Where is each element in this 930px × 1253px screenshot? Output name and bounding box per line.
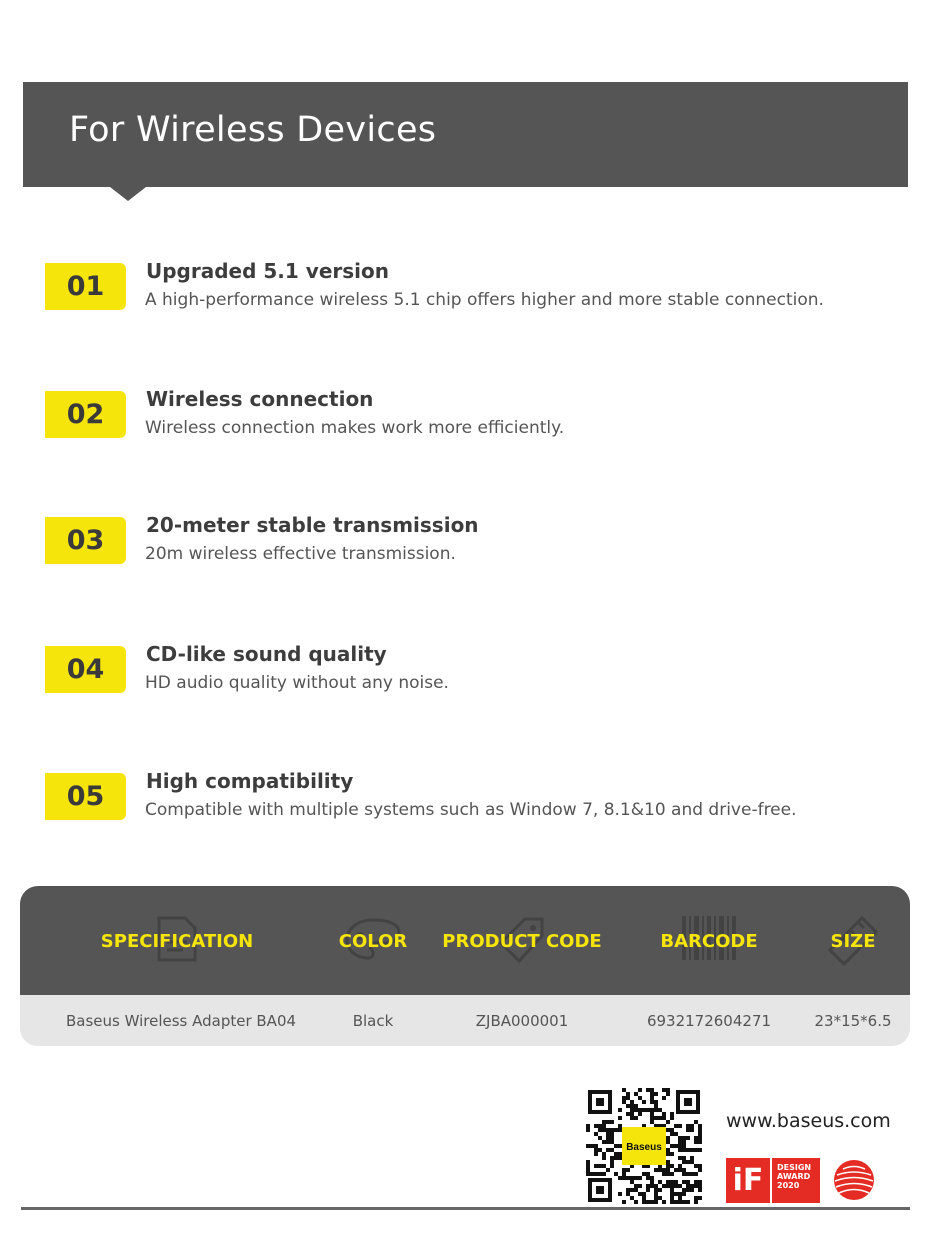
feature-title: 20-meter stable transmission bbox=[146, 513, 479, 537]
spec-header-color: COLOR bbox=[338, 931, 408, 952]
spec-table bbox=[20, 886, 910, 1046]
qr-module bbox=[586, 1144, 590, 1148]
qr-module bbox=[646, 1184, 650, 1188]
qr-module bbox=[654, 1184, 658, 1188]
qr-module bbox=[674, 1168, 678, 1172]
qr-module bbox=[618, 1108, 622, 1112]
spec-header-product-code: PRODUCT CODE bbox=[442, 931, 602, 952]
qr-module bbox=[618, 1176, 622, 1180]
qr-module bbox=[694, 1184, 698, 1188]
qr-module bbox=[682, 1148, 686, 1152]
qr-module bbox=[614, 1172, 618, 1176]
qr-module bbox=[670, 1196, 674, 1200]
qr-module bbox=[594, 1144, 598, 1148]
header-banner bbox=[23, 82, 908, 187]
qr-module bbox=[670, 1180, 674, 1184]
qr-module bbox=[694, 1196, 698, 1200]
qr-module bbox=[682, 1200, 686, 1204]
qr-module bbox=[610, 1164, 614, 1168]
spec-value-barcode: 6932172604271 bbox=[646, 1012, 772, 1030]
qr-module bbox=[646, 1176, 650, 1180]
feature-title: High compatibility bbox=[146, 769, 354, 793]
qr-module bbox=[654, 1168, 658, 1172]
qr-module bbox=[610, 1160, 614, 1164]
qr-module bbox=[666, 1164, 670, 1168]
qr-module bbox=[670, 1116, 674, 1120]
feature-description: HD audio quality without any noise. bbox=[145, 673, 449, 693]
qr-module bbox=[594, 1152, 598, 1156]
qr-module bbox=[634, 1184, 638, 1188]
qr-module bbox=[630, 1180, 634, 1184]
qr-module bbox=[662, 1172, 666, 1176]
feature-description: A high-performance wireless 5.1 chip offers higher and more stable connection. bbox=[145, 290, 824, 310]
qr-module bbox=[618, 1156, 622, 1160]
qr-module bbox=[634, 1116, 638, 1120]
qr-module bbox=[642, 1100, 646, 1104]
qr-module bbox=[658, 1116, 662, 1120]
qr-module bbox=[618, 1116, 622, 1120]
qr-module bbox=[686, 1160, 690, 1164]
feature-title: CD-like sound quality bbox=[146, 642, 387, 666]
qr-module bbox=[586, 1128, 590, 1132]
header-notch bbox=[110, 187, 146, 201]
qr-module bbox=[602, 1156, 606, 1160]
qr-module bbox=[622, 1096, 626, 1100]
qr-module bbox=[662, 1088, 666, 1092]
qr-module bbox=[602, 1128, 606, 1132]
spec-value-product-code: ZJBA000001 bbox=[475, 1012, 569, 1030]
feature-description: 20m wireless effective transmission. bbox=[145, 544, 456, 564]
qr-module bbox=[650, 1116, 654, 1120]
feature-number-badge: 01 bbox=[45, 263, 126, 310]
qr-module bbox=[686, 1136, 690, 1140]
qr-module bbox=[686, 1188, 690, 1192]
qr-module bbox=[694, 1180, 698, 1184]
qr-module bbox=[678, 1164, 682, 1168]
qr-module bbox=[670, 1172, 674, 1176]
qr-module bbox=[634, 1108, 638, 1112]
feature-number-badge: 04 bbox=[45, 646, 126, 693]
qr-module bbox=[678, 1148, 682, 1152]
qr-module bbox=[650, 1184, 654, 1188]
qr-module bbox=[638, 1096, 642, 1100]
qr-module bbox=[622, 1200, 626, 1204]
qr-module bbox=[654, 1188, 658, 1192]
qr-module bbox=[634, 1200, 638, 1204]
qr-module bbox=[666, 1184, 670, 1188]
feature-title: Upgraded 5.1 version bbox=[146, 259, 389, 283]
qr-module bbox=[678, 1196, 682, 1200]
qr-module bbox=[650, 1108, 654, 1112]
qr-module bbox=[686, 1124, 690, 1128]
qr-module bbox=[662, 1184, 666, 1188]
page-title: For Wireless Devices bbox=[69, 110, 437, 150]
qr-module bbox=[666, 1136, 670, 1140]
qr-module bbox=[626, 1188, 630, 1192]
qr-module bbox=[598, 1148, 602, 1152]
qr-module bbox=[602, 1124, 606, 1128]
qr-module bbox=[698, 1196, 702, 1200]
qr-module bbox=[606, 1120, 610, 1124]
qr-module bbox=[654, 1092, 658, 1096]
qr-module bbox=[622, 1176, 626, 1180]
qr-module bbox=[638, 1176, 642, 1180]
qr-module bbox=[618, 1192, 622, 1196]
qr-module bbox=[630, 1104, 634, 1108]
spec-value-specification: Baseus Wireless Adapter BA04 bbox=[65, 1012, 297, 1030]
feature-item bbox=[45, 506, 905, 566]
qr-module bbox=[614, 1156, 618, 1160]
qr-module bbox=[650, 1120, 654, 1124]
if-design-award-logo bbox=[726, 1158, 820, 1203]
award-text: DESIGN AWARD 2020 bbox=[777, 1163, 812, 1190]
qr-module bbox=[642, 1196, 646, 1200]
qr-module bbox=[686, 1200, 690, 1204]
feature-number-badge: 03 bbox=[45, 517, 126, 564]
qr-module bbox=[586, 1164, 590, 1168]
qr-module bbox=[634, 1188, 638, 1192]
qr-module bbox=[638, 1108, 642, 1112]
qr-module bbox=[670, 1144, 674, 1148]
qr-module bbox=[618, 1128, 622, 1132]
qr-module bbox=[614, 1144, 618, 1148]
qr-module bbox=[686, 1172, 690, 1176]
qr-module bbox=[690, 1128, 694, 1132]
if-logo-mark: iF bbox=[726, 1158, 772, 1203]
qr-module bbox=[666, 1092, 670, 1096]
qr-module bbox=[678, 1124, 682, 1128]
qr-module bbox=[602, 1120, 606, 1124]
qr-module bbox=[674, 1132, 678, 1136]
qr-module bbox=[682, 1160, 686, 1164]
qr-module bbox=[638, 1184, 642, 1188]
qr-module bbox=[674, 1184, 678, 1188]
qr-module bbox=[606, 1140, 610, 1144]
qr-module bbox=[618, 1124, 622, 1128]
qr-module bbox=[686, 1148, 690, 1152]
qr-module bbox=[682, 1136, 686, 1140]
spec-table-row bbox=[20, 995, 910, 1046]
qr-module bbox=[610, 1156, 614, 1160]
qr-module bbox=[650, 1100, 654, 1104]
qr-module bbox=[598, 1136, 602, 1140]
qr-module bbox=[662, 1096, 666, 1100]
qr-module bbox=[630, 1112, 634, 1116]
qr-module bbox=[690, 1160, 694, 1164]
qr-module bbox=[682, 1144, 686, 1148]
qr-module bbox=[610, 1132, 614, 1136]
qr-module bbox=[686, 1128, 690, 1132]
qr-module bbox=[678, 1156, 682, 1160]
qr-module bbox=[626, 1176, 630, 1180]
qr-module bbox=[642, 1108, 646, 1112]
qr-module bbox=[658, 1188, 662, 1192]
qr-module bbox=[698, 1132, 702, 1136]
qr-module bbox=[670, 1192, 674, 1196]
qr-module bbox=[666, 1160, 670, 1164]
spec-header-barcode: BARCODE bbox=[660, 931, 758, 952]
qr-module bbox=[682, 1188, 686, 1192]
qr-module bbox=[674, 1200, 678, 1204]
qr-module bbox=[670, 1188, 674, 1192]
qr-module bbox=[606, 1168, 610, 1172]
qr-module bbox=[610, 1148, 614, 1152]
qr-module bbox=[698, 1148, 702, 1152]
feature-item bbox=[45, 252, 905, 312]
qr-module bbox=[618, 1144, 622, 1148]
qr-module bbox=[682, 1156, 686, 1160]
qr-module bbox=[682, 1140, 686, 1144]
spec-table-header bbox=[20, 886, 910, 995]
qr-module bbox=[630, 1188, 634, 1192]
qr-module bbox=[626, 1092, 630, 1096]
qr-module bbox=[646, 1200, 650, 1204]
qr-module bbox=[686, 1184, 690, 1188]
qr-module bbox=[670, 1112, 674, 1116]
qr-module bbox=[630, 1116, 634, 1120]
feature-title: Wireless connection bbox=[146, 387, 374, 411]
qr-module bbox=[682, 1172, 686, 1176]
qr-module bbox=[650, 1088, 654, 1092]
qr-module bbox=[666, 1120, 670, 1124]
qr-module bbox=[694, 1172, 698, 1176]
qr-module bbox=[634, 1092, 638, 1096]
qr-module bbox=[678, 1184, 682, 1188]
qr-module bbox=[630, 1196, 634, 1200]
qr-module bbox=[642, 1172, 646, 1176]
qr-module bbox=[642, 1200, 646, 1204]
qr-module bbox=[654, 1116, 658, 1120]
qr-module bbox=[638, 1112, 642, 1116]
qr-module bbox=[694, 1120, 698, 1124]
qr-module bbox=[610, 1136, 614, 1140]
qr-module bbox=[618, 1152, 622, 1156]
qr-module bbox=[678, 1136, 682, 1140]
qr-module bbox=[634, 1176, 638, 1180]
qr-module bbox=[626, 1168, 630, 1172]
qr-module bbox=[698, 1168, 702, 1172]
qr-module bbox=[614, 1128, 618, 1132]
qr-module bbox=[674, 1144, 678, 1148]
qr-module bbox=[662, 1200, 666, 1204]
qr-module bbox=[594, 1124, 598, 1128]
feature-number-badge: 02 bbox=[45, 391, 126, 438]
qr-module bbox=[594, 1164, 598, 1168]
qr-module bbox=[586, 1172, 590, 1176]
qr-module bbox=[598, 1128, 602, 1132]
qr-module bbox=[698, 1188, 702, 1192]
qr-module bbox=[658, 1196, 662, 1200]
qr-module bbox=[646, 1188, 650, 1192]
qr-module bbox=[674, 1192, 678, 1196]
feature-item bbox=[45, 762, 905, 822]
qr-module bbox=[698, 1180, 702, 1184]
qr-module bbox=[650, 1112, 654, 1116]
qr-module bbox=[682, 1192, 686, 1196]
red-dot-award-logo bbox=[833, 1159, 875, 1201]
qr-module bbox=[682, 1180, 686, 1184]
qr-module bbox=[650, 1176, 654, 1180]
spec-header-specification: SPECIFICATION bbox=[100, 931, 254, 952]
qr-module bbox=[606, 1148, 610, 1152]
qr-module bbox=[638, 1088, 642, 1092]
qr-module bbox=[638, 1192, 642, 1196]
qr-module bbox=[666, 1172, 670, 1176]
qr-module bbox=[598, 1172, 602, 1176]
qr-module bbox=[634, 1104, 638, 1108]
qr-module bbox=[694, 1136, 698, 1140]
qr-module bbox=[602, 1152, 606, 1156]
qr-module bbox=[642, 1192, 646, 1196]
qr-code bbox=[586, 1088, 702, 1204]
qr-module bbox=[590, 1144, 594, 1148]
qr-module bbox=[650, 1180, 654, 1184]
qr-module bbox=[654, 1192, 658, 1196]
feature-number-badge: 05 bbox=[45, 773, 126, 820]
feature-item bbox=[45, 635, 905, 695]
feature-item bbox=[45, 380, 905, 440]
qr-module bbox=[666, 1152, 670, 1156]
qr-module bbox=[614, 1152, 618, 1156]
qr-module bbox=[694, 1164, 698, 1168]
qr-module bbox=[690, 1172, 694, 1176]
qr-module bbox=[690, 1188, 694, 1192]
footer-divider bbox=[21, 1207, 910, 1210]
qr-module bbox=[602, 1172, 606, 1176]
qr-module bbox=[666, 1180, 670, 1184]
qr-module bbox=[678, 1192, 682, 1196]
qr-module bbox=[698, 1136, 702, 1140]
qr-module bbox=[602, 1164, 606, 1168]
qr-module bbox=[662, 1112, 666, 1116]
qr-module bbox=[670, 1152, 674, 1156]
qr-module bbox=[690, 1148, 694, 1152]
qr-module bbox=[670, 1132, 674, 1136]
qr-module bbox=[658, 1108, 662, 1112]
qr-module bbox=[586, 1124, 590, 1128]
qr-module bbox=[698, 1140, 702, 1144]
qr-module bbox=[666, 1128, 670, 1132]
qr-module bbox=[594, 1172, 598, 1176]
qr-module bbox=[658, 1180, 662, 1184]
qr-module bbox=[626, 1104, 630, 1108]
qr-module bbox=[650, 1200, 654, 1204]
feature-description: Wireless connection makes work more efficiently. bbox=[145, 418, 565, 438]
qr-module bbox=[630, 1100, 634, 1104]
qr-module bbox=[598, 1124, 602, 1128]
qr-module bbox=[622, 1172, 626, 1176]
qr-module bbox=[654, 1196, 658, 1200]
qr-module bbox=[650, 1096, 654, 1100]
qr-module bbox=[666, 1088, 670, 1092]
qr-module bbox=[586, 1168, 590, 1172]
qr-module bbox=[698, 1164, 702, 1168]
qr-module bbox=[654, 1200, 658, 1204]
qr-module bbox=[610, 1128, 614, 1132]
qr-module bbox=[670, 1164, 674, 1168]
qr-module bbox=[626, 1192, 630, 1196]
qr-module bbox=[594, 1148, 598, 1152]
qr-module bbox=[694, 1148, 698, 1152]
qr-module bbox=[622, 1100, 626, 1104]
qr-module bbox=[646, 1172, 650, 1176]
feature-description: Compatible with multiple systems such as Window 7, 8.1&10 and drive-free. bbox=[145, 800, 797, 820]
spec-value-color: Black bbox=[352, 1012, 394, 1030]
qr-module bbox=[678, 1168, 682, 1172]
qr-module bbox=[662, 1168, 666, 1172]
qr-module bbox=[674, 1180, 678, 1184]
qr-module bbox=[678, 1140, 682, 1144]
qr-module bbox=[666, 1140, 670, 1144]
qr-module bbox=[594, 1132, 598, 1136]
qr-module bbox=[690, 1124, 694, 1128]
spec-header-size: SIZE bbox=[830, 931, 876, 952]
qr-module bbox=[682, 1168, 686, 1172]
qr-module bbox=[626, 1096, 630, 1100]
website-url: www.baseus.com bbox=[726, 1110, 891, 1132]
qr-module bbox=[654, 1100, 658, 1104]
qr-module bbox=[606, 1128, 610, 1132]
qr-module bbox=[678, 1144, 682, 1148]
qr-module bbox=[698, 1128, 702, 1132]
qr-module bbox=[622, 1088, 626, 1092]
qr-module bbox=[610, 1140, 614, 1144]
qr-module bbox=[694, 1140, 698, 1144]
qr-module bbox=[630, 1176, 634, 1180]
qr-module bbox=[670, 1128, 674, 1132]
qr-module bbox=[698, 1184, 702, 1188]
qr-module bbox=[646, 1088, 650, 1092]
qr-module bbox=[690, 1156, 694, 1160]
qr-module bbox=[674, 1124, 678, 1128]
qr-module bbox=[590, 1172, 594, 1176]
qr-module bbox=[658, 1168, 662, 1172]
qr-module bbox=[650, 1092, 654, 1096]
qr-module bbox=[630, 1108, 634, 1112]
qr-module bbox=[654, 1108, 658, 1112]
qr-module bbox=[662, 1116, 666, 1120]
qr-module bbox=[654, 1104, 658, 1108]
qr-module bbox=[670, 1200, 674, 1204]
qr-module bbox=[598, 1164, 602, 1168]
spec-value-size: 23*15*6.5 bbox=[814, 1012, 892, 1030]
qr-brand-label: Baseus bbox=[626, 1142, 662, 1153]
qr-module bbox=[678, 1200, 682, 1204]
qr-module bbox=[666, 1148, 670, 1152]
qr-module bbox=[698, 1124, 702, 1128]
qr-module bbox=[690, 1184, 694, 1188]
qr-module bbox=[666, 1168, 670, 1172]
qr-module bbox=[670, 1184, 674, 1188]
qr-module bbox=[610, 1120, 614, 1124]
qr-module bbox=[602, 1140, 606, 1144]
qr-module bbox=[622, 1168, 626, 1172]
qr-module bbox=[686, 1180, 690, 1184]
qr-module bbox=[606, 1132, 610, 1136]
qr-module bbox=[606, 1136, 610, 1140]
qr-module bbox=[646, 1108, 650, 1112]
qr-module bbox=[626, 1112, 630, 1116]
qr-module bbox=[694, 1200, 698, 1204]
qr-module bbox=[586, 1160, 590, 1164]
